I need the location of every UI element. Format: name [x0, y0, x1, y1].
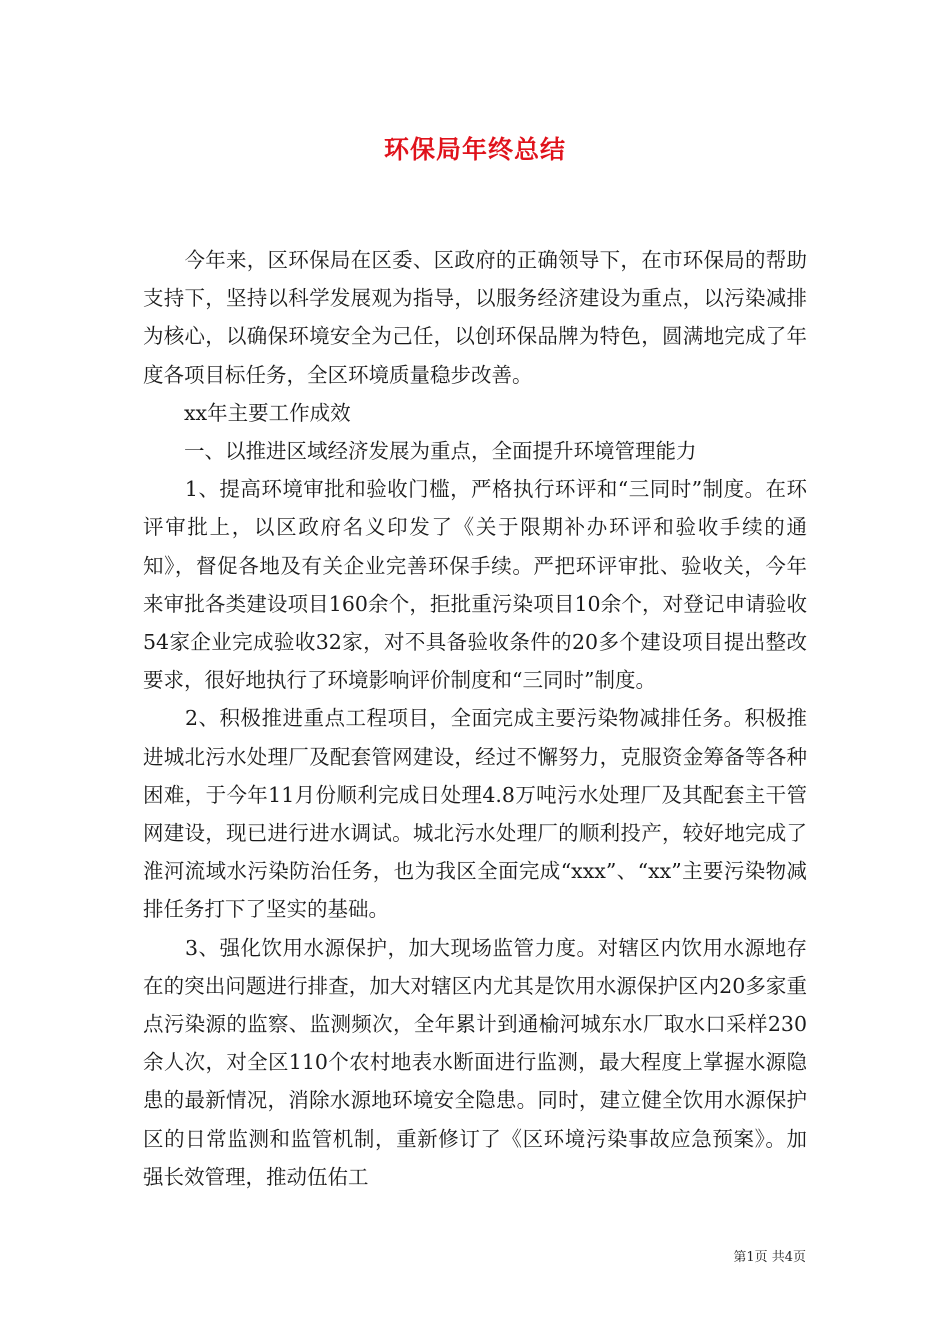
subsection-heading: 一、以推进区域经济发展为重点，全面提升环境管理能力	[143, 439, 697, 464]
paragraph-item-2: 2、积极推进重点工程项目，全面完成主要污染物减排任务。积极推进城北污水处理厂及配套管网建设，经过不懈努力，克服资金筹备等各种困难，于今年11月份顺利完成日处理4.8万吨污水处理厂及其配套主干管网建设，现已进行进水调试。城北污水处理厂的顺利投产，较好地完成了淮河流域水污染防治任务，也为我区全面完成“xxx”、“xx”主要污染物减排任务打下了坚实的基础。	[143, 706, 807, 922]
section-heading: xx年主要工作成效	[143, 400, 351, 425]
paragraph-item-1: 1、提高环境审批和验收门槛，严格执行环评和“三同时”制度。在环评审批上，以区政府名义印发了《关于限期补办环评和验收手续的通知》，督促各地及有关企业完善环保手续。严把环评审批、验收关，今年来审批各类建设项目160余个，拒批重污染项目10余个，对登记申请验收54家企业完成验收32家，对不具备验收条件的20多个建设项目提出整改要求，很好地执行了环境影响评价制度和“三同时”制度。	[143, 477, 807, 693]
document-title: 环保局年终总结	[383, 135, 566, 164]
paragraph-intro: 今年来，区环保局在区委、区政府的正确领导下，在市环保局的帮助支持下，坚持以科学发展观为指导，以服务经济建设为重点，以污染减排为核心，以确保环境安全为己任，以创环保品牌为特色，圆满地完成了年度各项目标任务，全区环境质量稳步改善。	[143, 248, 807, 387]
page-number: 第1页 共4页	[733, 1250, 806, 1265]
paragraph-item-3: 3、强化饮用水源保护，加大现场监管力度。对辖区内饮用水源地存在的突出问题进行排查，加大对辖区内尤其是饮用水源保护区内20多家重点污染源的监察、监测频次，全年累计到通榆河城东水厂取水口采样230余人次，对全区110个农村地表水断面进行监测，最大程度上掌握水源隐患的最新情况，消除水源地环境安全隐患。同时，建立健全饮用水源保护区的日常监测和监管机制，重新修订了《区环境污染事故应急预案》。加强长效管理，推动伍佑工	[143, 935, 807, 1189]
document-body	[143, 241, 807, 1196]
